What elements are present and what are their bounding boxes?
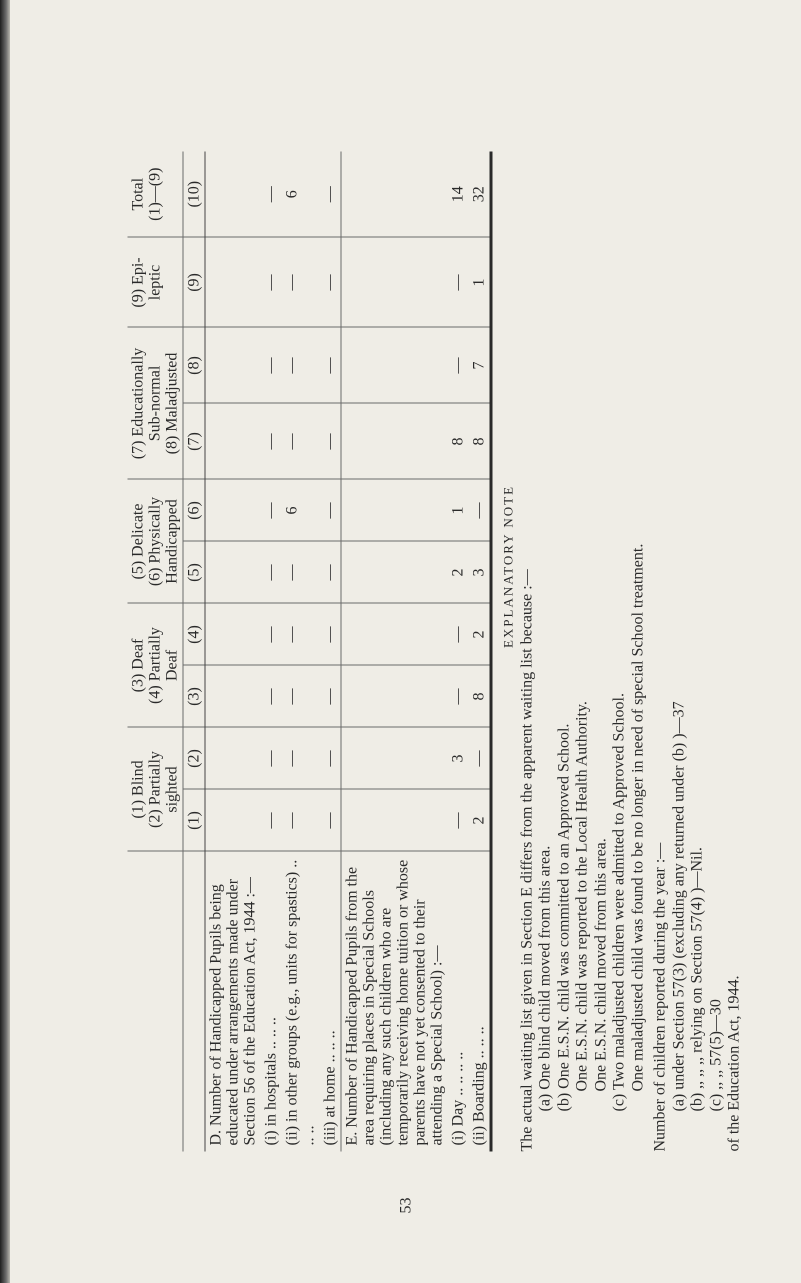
section-e-heading: E. Number of Handicapped Pupils from the area requiring places in Special Schools (including any such children who are temporarily receiving home tuition or whose parents have not yet consented to their attending a Special School) :—	[341, 852, 448, 1152]
column-number: (9)	[183, 237, 205, 327]
cell: —	[261, 666, 282, 728]
cell: —	[448, 604, 469, 666]
cell: 14	[448, 151, 469, 237]
cell: —	[320, 151, 342, 237]
header-blank	[128, 852, 184, 1152]
note-item: (a) One blind child moved from this area.	[536, 845, 554, 1112]
cell: —	[261, 151, 282, 237]
cell: 2	[469, 604, 492, 666]
counts-intro: Number of children reported during the year :—	[651, 842, 669, 1152]
cell: —	[282, 728, 320, 790]
row-label: (iii) at home .. .. ..	[321, 1030, 339, 1146]
cell: —	[320, 327, 342, 403]
cell: —	[320, 790, 342, 852]
cell: 8	[448, 403, 469, 479]
note-item: (b) One E.S.N. child was committed to an Approved School.	[555, 723, 572, 1112]
cell: —	[261, 542, 282, 604]
cell: 3	[448, 728, 469, 790]
cell: —	[261, 790, 282, 852]
group-header-row	[128, 151, 184, 1151]
header-blank	[183, 852, 205, 1152]
table-row	[282, 151, 320, 1151]
cell: —	[320, 403, 342, 479]
cell: —	[448, 666, 469, 728]
column-number: (1)	[183, 790, 205, 852]
explanatory-note	[500, 102, 745, 1152]
section-d-heading: D. Number of Handicapped Pupils being educated under arrangements made under Section 56 of the Education Act, 1944 :—	[205, 852, 261, 1152]
column-number: (5)	[183, 542, 205, 604]
group-header: (5) Delicate (6) Physically Handicapped	[128, 479, 184, 603]
group-header: (9) Epi- leptic	[128, 237, 184, 327]
cell: —	[448, 327, 469, 403]
page	[10, 0, 801, 1283]
cell: —	[448, 790, 469, 852]
column-number: (6)	[183, 479, 205, 541]
count-item: (b) ,, ,, ,, relying on Section 57(4) )—Nil.	[688, 847, 706, 1112]
cell: —	[282, 666, 320, 728]
group-header: (7) Educationally Sub-normal (8) Maladjusted	[128, 327, 184, 479]
cell: —	[282, 237, 320, 327]
cell: —	[282, 403, 320, 479]
group-header: Total (1)—(9)	[128, 151, 184, 237]
column-number: (10)	[183, 151, 205, 237]
note-title: EXPLANATORY NOTE	[500, 484, 516, 649]
table-bottom-rule	[491, 151, 493, 1151]
cell: —	[261, 604, 282, 666]
cell: —	[320, 728, 342, 790]
cell: —	[261, 237, 282, 327]
cell: 1	[469, 237, 492, 327]
cell: 6	[282, 479, 320, 541]
table-row	[261, 151, 282, 1151]
row-label: (i) Day .. .. .. ..	[449, 1051, 467, 1146]
note-item: One E.S.N. child moved from this area.	[592, 838, 609, 1092]
cell: —	[320, 542, 342, 604]
column-number: (4)	[183, 604, 205, 666]
cell: —	[282, 790, 320, 852]
page-number: 53	[397, 1197, 415, 1214]
cell: —	[448, 237, 469, 327]
note-closing: of the Education Act, 1944.	[725, 975, 743, 1152]
cell: —	[261, 403, 282, 479]
cell: 32	[469, 151, 492, 237]
table-row	[469, 151, 492, 1151]
section-d-heading-row	[205, 151, 261, 1151]
note-intro: The actual waiting list given in Section E differs from the apparent waiting list because :—	[518, 569, 535, 1152]
cell: —	[282, 327, 320, 403]
cell: —	[282, 604, 320, 666]
cell: —	[469, 479, 492, 541]
section-e-heading-row	[341, 151, 448, 1151]
cell: 1	[448, 479, 469, 541]
cell: —	[261, 479, 282, 541]
count-item: (c) ,, ,, 57(5)—30	[707, 999, 724, 1112]
row-label: (ii) in other groups (e.g., units for spastics) .. .. ..	[283, 859, 318, 1146]
cell: —	[261, 728, 282, 790]
column-number: (2)	[183, 728, 205, 790]
row-label: (ii) Boarding .. .. ..	[470, 1026, 488, 1146]
table-row	[448, 151, 469, 1151]
group-header: (3) Deaf (4) Partially Deaf	[128, 604, 184, 728]
cell: 2	[448, 542, 469, 604]
cell: —	[320, 666, 342, 728]
row-label: (i) in hospitals .. .. ..	[262, 1017, 280, 1146]
cell: —	[469, 728, 492, 790]
cell: 7	[469, 327, 492, 403]
note-item: One E.S.N. child was reported to the Local Health Authority.	[573, 701, 591, 1092]
cell: 8	[469, 403, 492, 479]
column-number-row	[183, 151, 205, 1151]
note-item: (c) Two maladjusted children were admitted to Approved School.	[610, 693, 628, 1112]
cell: —	[320, 237, 342, 327]
group-header: (1) Blind (2) Partially sighted	[128, 728, 184, 852]
column-number: (7)	[183, 403, 205, 479]
cell: —	[320, 604, 342, 666]
cell: —	[261, 327, 282, 403]
cell: 3	[469, 542, 492, 604]
column-number: (3)	[183, 666, 205, 728]
book-binding	[0, 0, 10, 1283]
rotated-content	[10, 0, 801, 1282]
cell: —	[282, 542, 320, 604]
table-row	[320, 151, 342, 1151]
note-item: One maladjusted child was found to be no longer in need of special School treatment.	[629, 543, 646, 1092]
column-number: (8)	[183, 327, 205, 403]
cell: 2	[469, 790, 492, 852]
cell: —	[320, 479, 342, 541]
cell: 6	[282, 151, 320, 237]
cell: 8	[469, 666, 492, 728]
count-item: (a) under Section 57(3) (excluding any returned under (b) )—37	[670, 701, 687, 1112]
handicapped-pupils-table	[128, 151, 493, 1151]
